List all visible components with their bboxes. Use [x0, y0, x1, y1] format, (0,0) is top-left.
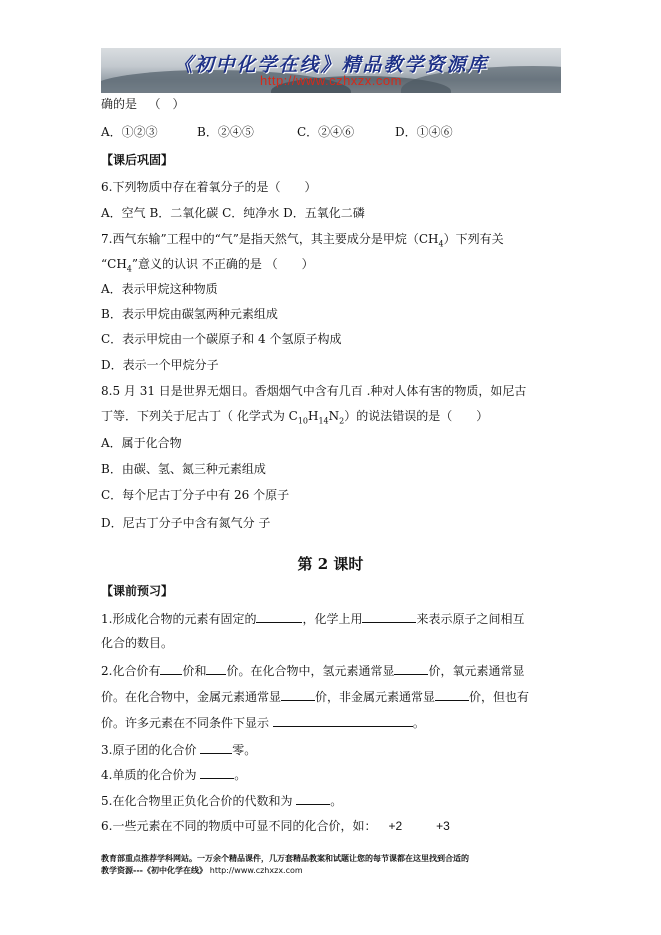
p1-blank-1	[256, 610, 302, 623]
q7-option-c: C．表示甲烷由一个碳原子和 4 个氢原子构成	[101, 332, 342, 346]
q6-options: A．空气 B．二氧化碳 C．纯净水 D．五氧化二磷	[101, 206, 365, 220]
header-banner	[101, 48, 561, 93]
q6-stem: 6.下列物质中存在着氧分子的是（ ）	[101, 180, 317, 194]
page-footer	[101, 853, 561, 877]
q5-tail-stem: 确的是 （ ）	[101, 97, 185, 111]
footer-line1: 教育部重点推荐学科网站。一万余个精品课件，几万套精品教案和试题让您的每节课都在这里找到合适的	[101, 854, 469, 863]
q8-option-d: D．尼古丁分子中含有氮气分 子	[101, 516, 271, 530]
q5-options	[101, 124, 453, 140]
q7-stem-line1: 7.西气东输”工程中的“气”是指天然气，其主要成分是甲烷$(CH_4)$下列有关	[101, 232, 504, 249]
p6-valence-plus2: +2	[388, 819, 403, 833]
p2-line3: 价。许多元素在不同条件下显示 。	[101, 716, 425, 730]
p2-blank-6	[273, 714, 413, 727]
q8-stem-line1: 8.5 月 31 日是世界无烟日。香烟烟气中含有几百 .种对人体有害的物质，如尼古	[101, 384, 527, 398]
p2-blank-2	[206, 662, 226, 675]
q7-option-a: A．表示甲烷这种物质	[101, 282, 218, 296]
section-after-class: 【课后巩固】	[101, 153, 174, 167]
p5-blank	[296, 792, 330, 805]
q7-option-d: D．表示一个甲烷分子	[101, 358, 219, 372]
p2-blank-1	[160, 662, 182, 675]
q5-option-a: A．①②③	[101, 125, 158, 139]
section-pre-class: 【课前预习】	[101, 584, 174, 598]
p4-blank	[200, 766, 234, 779]
q8-option-c: C．每个尼古丁分子中有 26 个原子	[101, 488, 290, 502]
q5-option-d: D．①④⑥	[395, 125, 453, 139]
p2-blank-3	[394, 662, 428, 675]
p3-line: 3.原子团的化合价 零。	[101, 743, 257, 757]
p2-blank-5	[435, 688, 469, 701]
p1-line1: 1.形成化合物的元素有固定的 ，化学上用 来表示原子之间相互	[101, 612, 525, 626]
q8-option-a: A．属于化合物	[101, 436, 182, 450]
banner-title: 《初中化学在线》精品教学资源库	[173, 54, 489, 76]
p6-valence-plus3: +3	[436, 819, 450, 833]
p1-line2: 化合的数目。	[101, 636, 174, 650]
lesson-title: 第 2 课时	[297, 555, 364, 573]
p6-line: 6.一些元素在不同的物质中可显不同的化合价，如： +2 +3	[101, 819, 450, 833]
q8-stem-line2: 丁等．下列关于尼古丁（ 化学式为 $C_{10}H_{14}N_2$）的说法错误的是（ ）	[101, 409, 489, 426]
q5-option-c: C．②④⑥	[297, 125, 355, 139]
p3-blank	[200, 741, 232, 754]
q7-stem-line2: “$CH_4$”意义的认识 不正确的是 （ ）	[101, 257, 314, 274]
q7-option-b: B．表示甲烷由碳氢两种元素组成	[101, 307, 278, 321]
p1-blank-2	[362, 610, 416, 623]
p4-line: 4.单质的化合价为 。	[101, 768, 247, 782]
q8-option-b: B．由碳、氢、氮三种元素组成	[101, 462, 266, 476]
p2-blank-4	[281, 688, 315, 701]
p2-line2: 价。在化合物中，金属元素通常显 价，非金属元素通常显 价，但也有	[101, 690, 530, 704]
p2-line1: 2.化合价有 价和 价。在化合物中，氢元素通常显 价，氧元素通常显	[101, 664, 525, 678]
q5-option-b: B．②④⑤	[197, 125, 254, 139]
footer-url[interactable]: http://www.czhxzx.com	[209, 866, 303, 875]
banner-url[interactable]: http://www.czhxzx.com	[260, 73, 402, 88]
p5-line: 5.在化合物里正负化合价的代数和为 。	[101, 794, 343, 808]
footer-line2: 教学资源---《初中化学在线》 http://www.czhxzx.com	[101, 866, 303, 875]
